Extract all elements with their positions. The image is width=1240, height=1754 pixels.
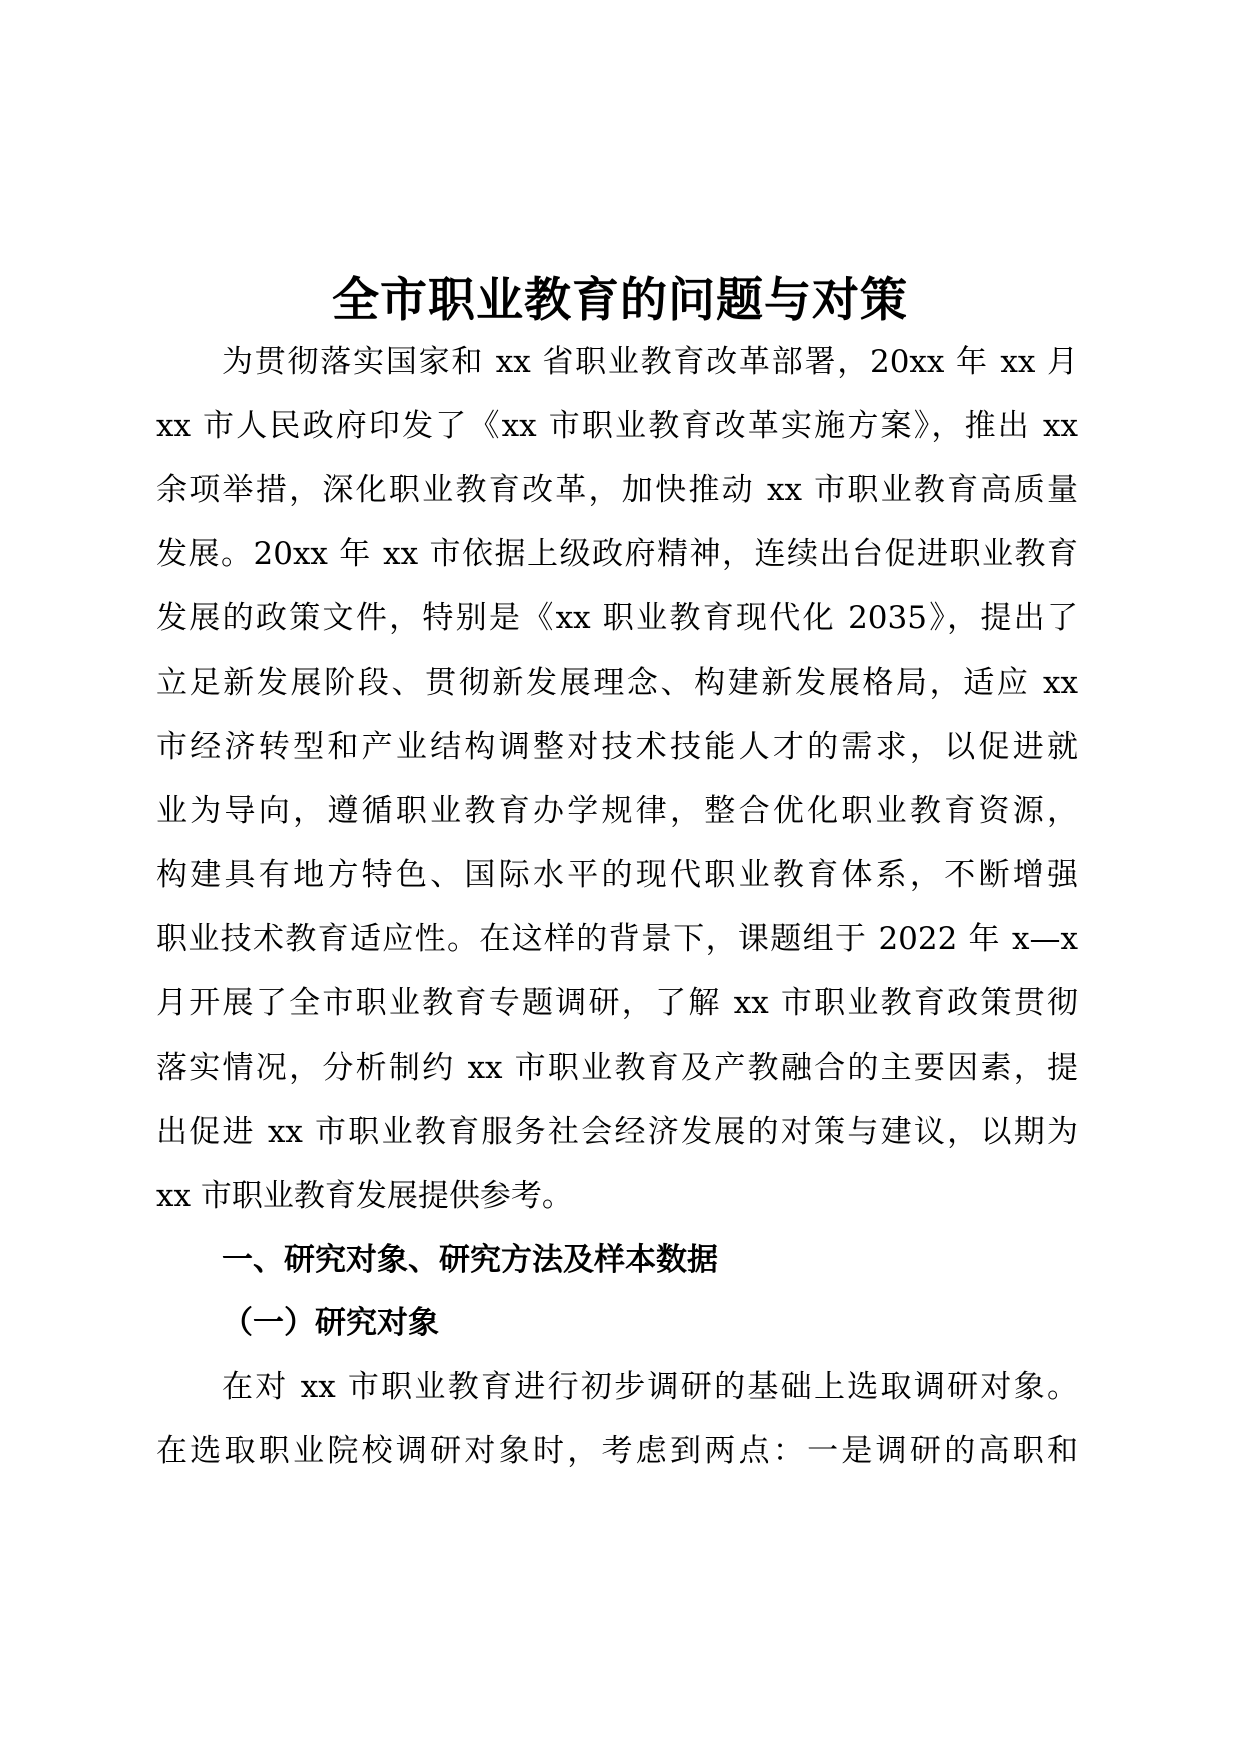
intro-line-1: 为贯彻落实国家和 xx 省职业教育改革部署，20xx 年 xx 月 (222, 344, 1078, 380)
subsection-heading-1: （一）研究对象 (222, 1305, 439, 1341)
intro-line-13: 出促进 xx 市职业教育服务社会经济发展的对策与建议，以期为 (156, 1114, 1078, 1150)
intro-line-11: 月开展了全市职业教育专题调研，了解 xx 市职业教育政策贯彻 (156, 985, 1078, 1021)
intro-line-4: 发展。20xx 年 xx 市依据上级政府精神，连续出台促进职业教育 (156, 536, 1078, 572)
intro-line-2: xx 市人民政府印发了《xx 市职业教育改革实施方案》，推出 xx (156, 408, 1078, 444)
intro-line-3: 余项举措，深化职业教育改革，加快推动 xx 市职业教育高质量 (156, 472, 1078, 508)
intro-line-10: 职业技术教育适应性。在这样的背景下，课题组于 2022 年 x—x (156, 921, 1078, 957)
intro-line-14: xx 市职业教育发展提供参考。 (156, 1178, 573, 1214)
intro-line-9: 构建具有地方特色、国际水平的现代职业教育体系，不断增强 (156, 857, 1078, 893)
intro-line-7: 市经济转型和产业结构调整对技术技能人才的需求，以促进就 (156, 729, 1078, 765)
section-heading-1: 一、研究对象、研究方法及样本数据 (222, 1242, 718, 1278)
document-title: 全市职业教育的问题与对策 (332, 273, 908, 329)
section1-para-line-1: 在对 xx 市职业教育进行初步调研的基础上选取调研对象。 (222, 1369, 1078, 1405)
section1-para-line-2: 在选取职业院校调研对象时，考虑到两点：一是调研的高职和 (156, 1433, 1078, 1469)
intro-line-6: 立足新发展阶段、贯彻新发展理念、构建新发展格局，适应 xx (156, 665, 1078, 701)
intro-line-12: 落实情况，分析制约 xx 市职业教育及产教融合的主要因素，提 (156, 1050, 1078, 1086)
intro-line-5: 发展的政策文件，特别是《xx 职业教育现代化 2035》，提出了 (156, 600, 1078, 636)
intro-line-8: 业为导向，遵循职业教育办学规律，整合优化职业教育资源， (156, 793, 1078, 829)
